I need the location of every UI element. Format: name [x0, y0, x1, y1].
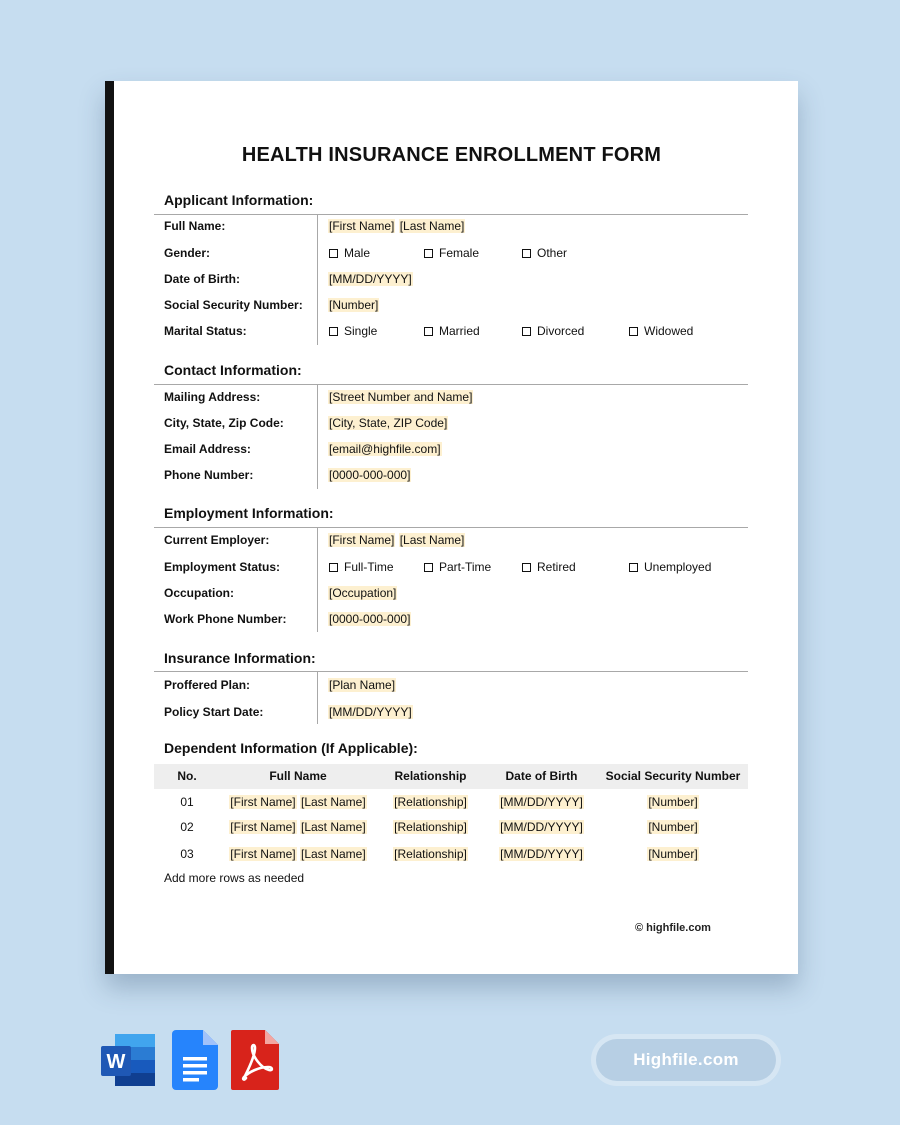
section-divider: [154, 214, 748, 215]
column-header-full-name: Full Name: [269, 769, 327, 783]
phone-label: Phone Number:: [164, 468, 254, 482]
table-cell-dob[interactable]: [MM/DD/YYYY]: [500, 847, 583, 861]
status-option-full-time[interactable]: Full-Time: [329, 558, 394, 576]
marital-option-widowed[interactable]: Widowed: [629, 322, 693, 340]
column-header-dob: Date of Birth: [505, 769, 578, 783]
marital-status-label: Marital Status:: [164, 324, 247, 338]
marital-option-single[interactable]: Single: [329, 322, 377, 340]
table-cell-relationship[interactable]: [Relationship]: [394, 847, 467, 861]
pdf-icon[interactable]: [231, 1030, 279, 1095]
table-cell-ssn[interactable]: [Number]: [648, 847, 698, 861]
employment-heading: Employment Information:: [164, 505, 334, 521]
highfile-brand-badge[interactable]: [591, 1034, 781, 1086]
checkbox-icon[interactable]: [424, 249, 433, 258]
email-label: Email Address:: [164, 442, 251, 456]
checkbox-icon[interactable]: [329, 249, 338, 258]
phone-field[interactable]: [0000-000-000]: [329, 468, 411, 482]
table-cell-full-name[interactable]: [First Name] [Last Name]: [230, 847, 366, 861]
brand-label: Highfile.com: [596, 1039, 776, 1081]
status-option-part-time[interactable]: Part-Time: [424, 558, 491, 576]
current-employer-label: Current Employer:: [164, 533, 270, 547]
first-name-placeholder[interactable]: [First Name]: [329, 219, 395, 233]
section-divider: [154, 384, 748, 385]
contact-heading: Contact Information:: [164, 362, 302, 378]
form-title: HEALTH INSURANCE ENROLLMENT FORM: [241, 144, 662, 166]
occupation-field[interactable]: [Occupation]: [329, 586, 397, 600]
full-name-label: Full Name:: [164, 219, 226, 233]
city-state-zip-field[interactable]: [City, State, ZIP Code]: [329, 416, 448, 430]
ssn-field[interactable]: [Number]: [329, 298, 379, 312]
column-divider: [317, 214, 318, 345]
proffered-plan-label: Proffered Plan:: [164, 678, 251, 692]
status-option-retired[interactable]: Retired: [522, 558, 576, 576]
policy-start-label: Policy Start Date:: [164, 705, 264, 719]
employment-status-label: Employment Status:: [164, 560, 281, 574]
marital-option-divorced[interactable]: Divorced: [522, 322, 584, 340]
table-cell-dob[interactable]: [MM/DD/YYYY]: [500, 820, 583, 834]
mailing-address-field[interactable]: [Street Number and Name]: [329, 390, 473, 404]
table-cell-no: 02: [180, 820, 194, 834]
status-option-unemployed[interactable]: Unemployed: [629, 558, 711, 576]
column-divider: [317, 671, 318, 724]
dob-field[interactable]: [MM/DD/YYYY]: [329, 272, 412, 286]
checkbox-icon[interactable]: [522, 327, 531, 336]
section-divider: [154, 527, 748, 528]
occupation-label: Occupation:: [164, 586, 235, 600]
checkbox-icon[interactable]: [329, 327, 338, 336]
table-cell-full-name[interactable]: [First Name] [Last Name]: [230, 795, 366, 809]
copyright-text: © highfile.com: [635, 922, 711, 934]
work-phone-field[interactable]: [0000-000-000]: [329, 612, 411, 626]
full-name-field[interactable]: [328, 217, 465, 235]
column-divider: [317, 527, 318, 632]
ssn-label: Social Security Number:: [164, 298, 303, 312]
work-phone-label: Work Phone Number:: [164, 612, 287, 626]
table-cell-ssn[interactable]: [Number]: [648, 795, 698, 809]
table-cell-dob[interactable]: [MM/DD/YYYY]: [500, 795, 583, 809]
applicant-heading: Applicant Information:: [164, 192, 314, 208]
section-divider: [154, 671, 748, 672]
checkbox-icon[interactable]: [424, 563, 433, 572]
dob-label: Date of Birth:: [164, 272, 240, 286]
checkbox-icon[interactable]: [522, 563, 531, 572]
last-name-placeholder[interactable]: [Last Name]: [399, 219, 465, 233]
city-state-zip-label: City, State, Zip Code:: [164, 416, 284, 430]
gender-option-female[interactable]: Female: [424, 244, 479, 262]
checkbox-icon[interactable]: [522, 249, 531, 258]
dependents-heading: Dependent Information (If Applicable):: [164, 740, 418, 756]
form-document: [105, 81, 798, 974]
table-cell-no: 01: [180, 795, 194, 809]
gender-option-male[interactable]: Male: [329, 244, 370, 262]
google-docs-icon[interactable]: [172, 1030, 218, 1095]
proffered-plan-field[interactable]: [Plan Name]: [329, 678, 396, 692]
checkbox-icon[interactable]: [629, 327, 638, 336]
column-header-relationship: Relationship: [394, 769, 467, 783]
word-icon[interactable]: [101, 1030, 157, 1095]
table-cell-relationship[interactable]: [Relationship]: [394, 795, 467, 809]
checkbox-icon[interactable]: [629, 563, 638, 572]
mailing-address-label: Mailing Address:: [164, 390, 261, 404]
table-cell-full-name[interactable]: [First Name] [Last Name]: [230, 820, 366, 834]
table-cell-ssn[interactable]: [Number]: [648, 820, 698, 834]
column-header-ssn: Social Security Number: [605, 769, 741, 783]
email-field[interactable]: [email@highfile.com]: [329, 442, 441, 456]
gender-label: Gender:: [164, 246, 211, 260]
column-header-no: No.: [177, 769, 197, 783]
policy-start-field[interactable]: [MM/DD/YYYY]: [329, 705, 412, 719]
word-letter: W: [106, 1051, 126, 1073]
gender-option-other[interactable]: Other: [522, 244, 567, 262]
checkbox-icon[interactable]: [329, 563, 338, 572]
table-cell-relationship[interactable]: [Relationship]: [394, 820, 467, 834]
marital-option-married[interactable]: Married: [424, 322, 480, 340]
checkbox-icon[interactable]: [424, 327, 433, 336]
column-divider: [317, 384, 318, 489]
current-employer-field[interactable]: [First Name] [Last Name]: [329, 533, 465, 547]
document-spine: [105, 81, 114, 974]
table-cell-no: 03: [180, 847, 194, 861]
insurance-heading: Insurance Information:: [164, 650, 316, 666]
add-rows-note: Add more rows as needed: [164, 871, 305, 885]
